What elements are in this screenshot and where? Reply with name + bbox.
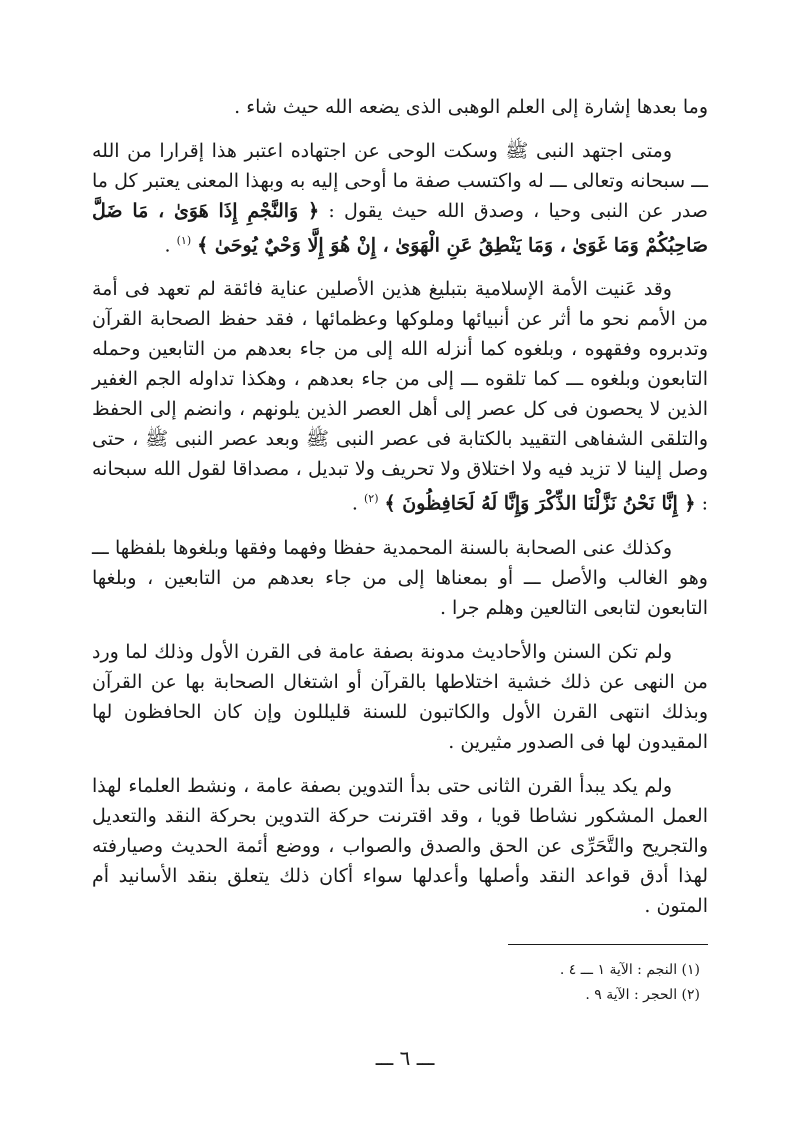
paragraph-2-text: ومتى اجتهد النبى ﷺ وسكت الوحى عن اجتهاده اعتبر هذا إقرارا من الله ـــ سبحانه وتعالى ـــ له واكتسب صفة ما أوحى إليه به وبهذا المعنى يعتبر كل ما صدر عن النبى وحيا ، وصدق الله حيث يقول : [92,140,709,222]
footnote-divider [508,944,708,945]
quran-verse-najm: ﴿ وَالنَّجْمِ إِذَا هَوَىٰ ، مَا ضَلَّ صَاحِبُكُمْ وَمَا غَوَىٰ ، وَمَا يَنْطِقُ عَنِ الْهَوَىٰ ، إِنْ هُوَ إِلَّا وَحْيٌ يُوحَىٰ ﴾ [92,200,708,257]
paragraph-6: ولم يكد يبدأ القرن الثانى حتى بدأ التدوين بصفة عامة ، ونشط العلماء لهذا العمل المشكور نشاطا قويا ، وقد اقترنت حركة التدوين بحركة النقد والتعديل والتجريح والتَّحَرِّى عن الحق والصدق والصواب ، ووضع أئمة الحديث وصيارفته لهذا أدق قواعد النقد وأصلها وأعدلها سواء أكان ذلك يتعلق بنقد الأسانيد أم المتون . [92,774,708,917]
paragraph-3-text: وقد عَنيت الأمة الإسلامية بتبليغ هذين الأصلين عناية فائقة لم تعهد فى أمة من الأمم نحو ما أثر عن أنبيائها وملوكها وعظمائها ، فقد حفظ الصحابة القرآن وتدبروه وفقهوه ، وبلغوه كما أنزله الله إلى من جاء بعدهم من التابعين وحمله التابعون وبلغوه ـــ كما تلقوه ـــ إلى من جاء بعدهم ، وهكذا تداوله الجم الغفير الذين لا يحصون فى كل عصر إلى أهل العصر الذين يلونهم ، وانضم إلى الحفظ والتلقى الشفاهى التقييد بالكتابة فى عصر النبى ﷺ وبعد عصر النبى ﷺ ، حتى وصل إلينا لا تزيد فيه ولا اختلاق ولا تحريف ولا تبديل ، مصداقا لقول الله سبحانه : [92,278,709,515]
paragraph-2 [92,136,708,260]
paragraph-3 [92,274,708,518]
footnotes [400,958,700,1008]
footnote-2: (٢) الحجر : الآية ٩ . [585,987,700,1003]
footnote-ref-2[interactable]: (٢) [363,492,379,506]
paragraph-3-end: . [351,492,364,515]
body-text [92,92,708,935]
footnote-ref-1[interactable]: (١) [176,234,192,247]
paragraph-4: وكذلك عنى الصحابة بالسنة المحمدية حفظا وفهما وفقها وبلغوها بلفظها ـــ وهو الغالب والأصل ـــ أو بمعناها إلى من جاء بعدهم من التابعين ، وبلغها التابعون لتابعى التالعين وهلم جرا . [92,536,708,619]
paragraph-2-end: . [164,234,177,257]
footnote-1: (١) النجم : الآية ١ ـــ ٤ . [559,962,700,978]
quran-verse-hijr: ﴿ إِنَّا نَحْنُ نَزَّلْنَا الذِّكْرَ وَإِنَّا لَهُ لَحَافِظُونَ ﴾ [384,492,696,515]
paragraph-5: ولم تكن السنن والأحاديث مدونة بصفة عامة فى القرن الأول وذلك لما ورد من النهى عن ذلك خشية اختلاطها بالقرآن أو اشتغال الصحابة بها عن القرآن وبذلك انتهى القرن الأول والكاتبون للسنة قليللون وإن كان الحافظون لها المقيدون لها فى الصدور مثيرين . [92,640,708,753]
page-number: ـــ ٦ ـــ [375,1046,435,1070]
paragraph-1: وما بعدها إشارة إلى العلم الوهبى الذى يضعه الله حيث شاء . [234,96,708,118]
